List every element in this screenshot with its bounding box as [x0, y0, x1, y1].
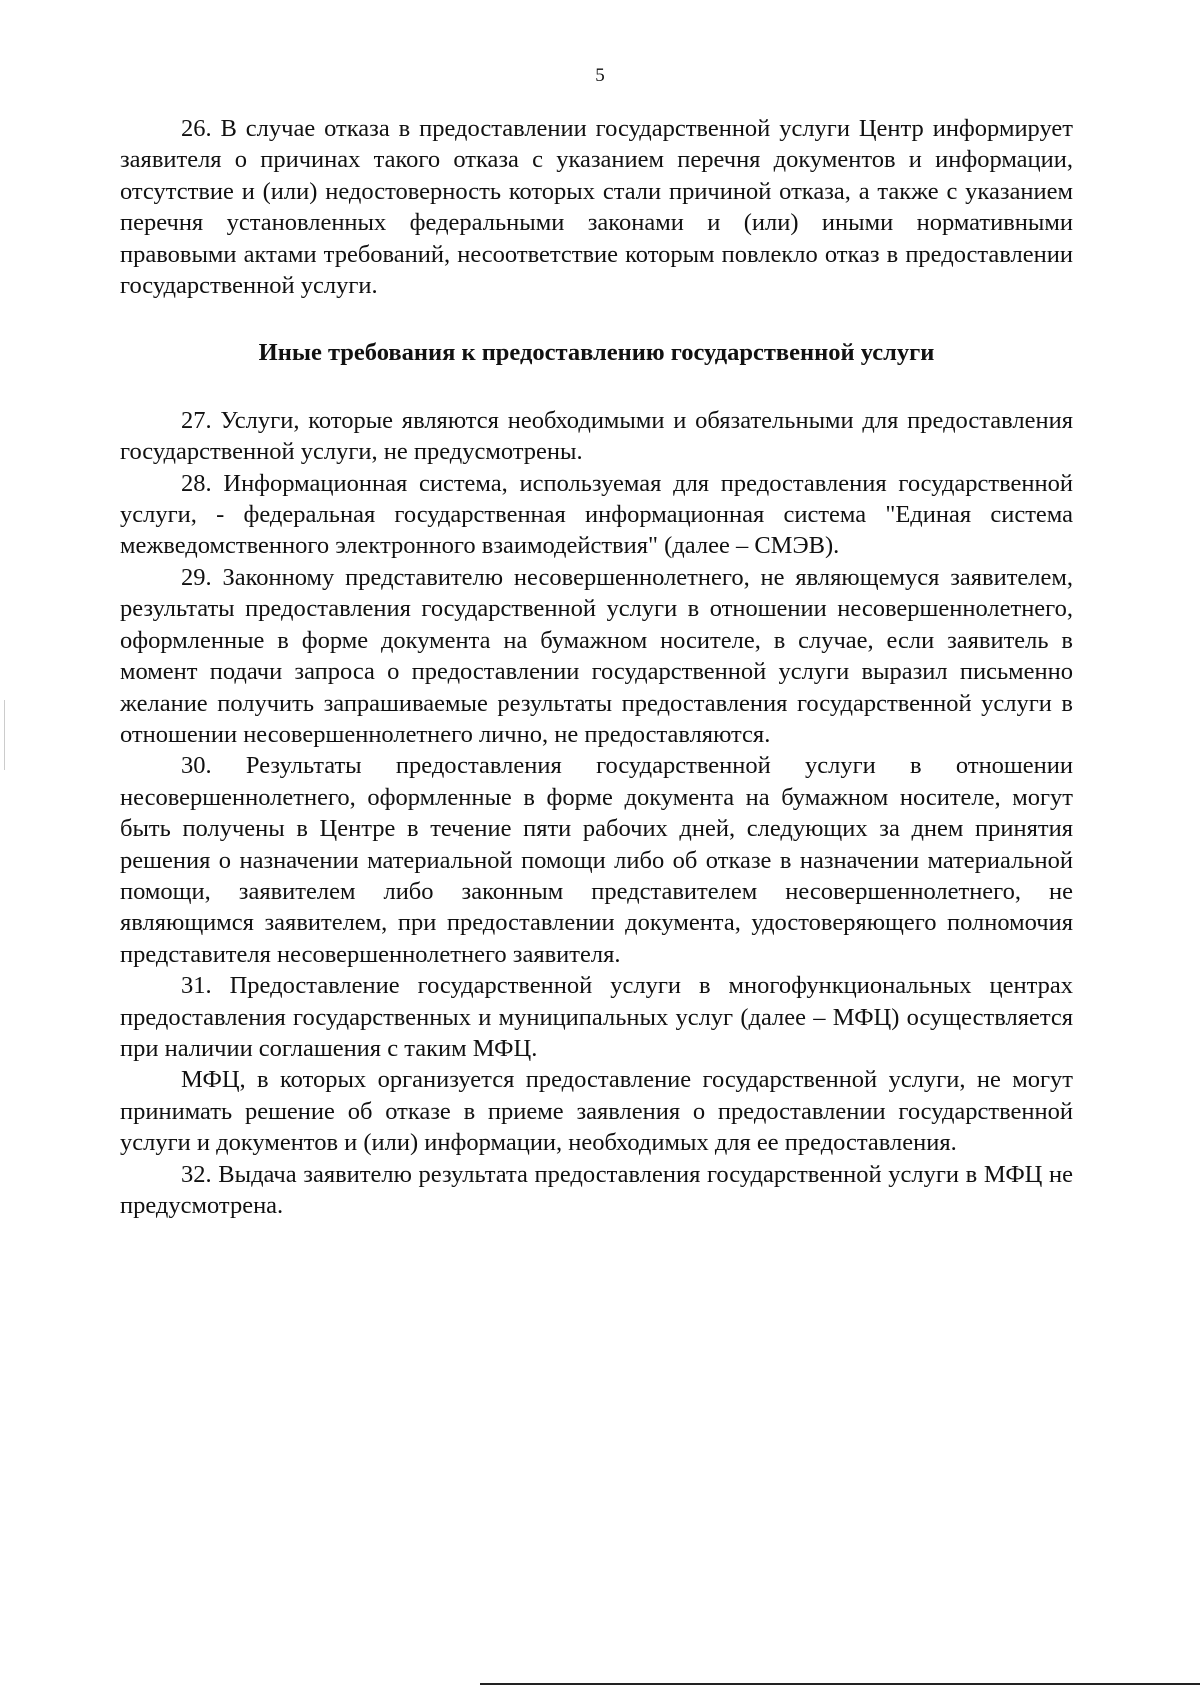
bottom-rule-line	[480, 1683, 1200, 1685]
paragraph-26: 26. В случае отказа в предоставлении государственной услуги Центр информирует заявителя о причинах такого отказа с указанием перечня документов и информации, отсутствие и (или) недостоверность которых стали причиной отказа, а также с указанием перечня установленных федеральными законами и (или) иными нормативными правовыми актами требований, несоответствие которым повлекло отказ в предоставлении государственной услуги.	[120, 115, 1073, 300]
page-number: 5	[595, 65, 605, 86]
scan-margin-mark	[4, 700, 5, 770]
document-body	[120, 113, 1073, 1221]
paragraph-28: 28. Информационная система, используемая для предоставления государственной услуги, - федеральная государственная информационная система "Единая система межведомственного электронного взаимодействия" (далее – СМЭВ).	[120, 469, 1073, 560]
paragraph-32: 32. Выдача заявителю результата предоставления государственной услуги в МФЦ не предусмотрена.	[120, 1160, 1073, 1219]
section-heading: Иные требования к предоставлению государственной услуги	[258, 339, 935, 367]
paragraph-29: 29. Законному представителю несовершеннолетнего, не являющемуся заявителем, результаты предоставления государственной услуги в отношении несовершеннолетнего, оформленные в форме документа на бумажном носителе, в случае, если заявитель в момент подачи запроса о предоставлении государственной услуги выразил письменно желание получить запрашиваемые результаты предоставления государственной услуги в отношении несовершеннолетнего лично, не предоставляются.	[120, 563, 1073, 748]
paragraph-30: 30. Результаты предоставления государственной услуги в отношении несовершеннолетнего, оформленные в форме документа на бумажном носителе, могут быть получены в Центре в течение пяти рабочих дней, следующих за днем принятия решения о назначении материальной помощи либо об отказе в назначении материальной помощи, заявителем либо законным представителем несовершеннолетнего, не являющимся заявителем, при предоставлении документа, удостоверяющего полномочия представителя несовершеннолетнего заявителя.	[120, 752, 1073, 968]
paragraph-31: 31. Предоставление государственной услуги в многофункциональных центрах предоставления государственных и муниципальных услуг (далее – МФЦ) осуществляется при наличии соглашения с таким МФЦ.	[120, 972, 1073, 1062]
paragraph-31-continued: МФЦ, в которых организуется предоставление государственной услуги, не могут принимать решение об отказе в приеме заявления о предоставлении государственной услуги и документов и (или) информации, необходимых для ее предоставления.	[120, 1066, 1073, 1157]
paragraph-27: 27. Услуги, которые являются необходимыми и обязательными для предоставления государственной услуги, не предусмотрены.	[120, 406, 1073, 466]
